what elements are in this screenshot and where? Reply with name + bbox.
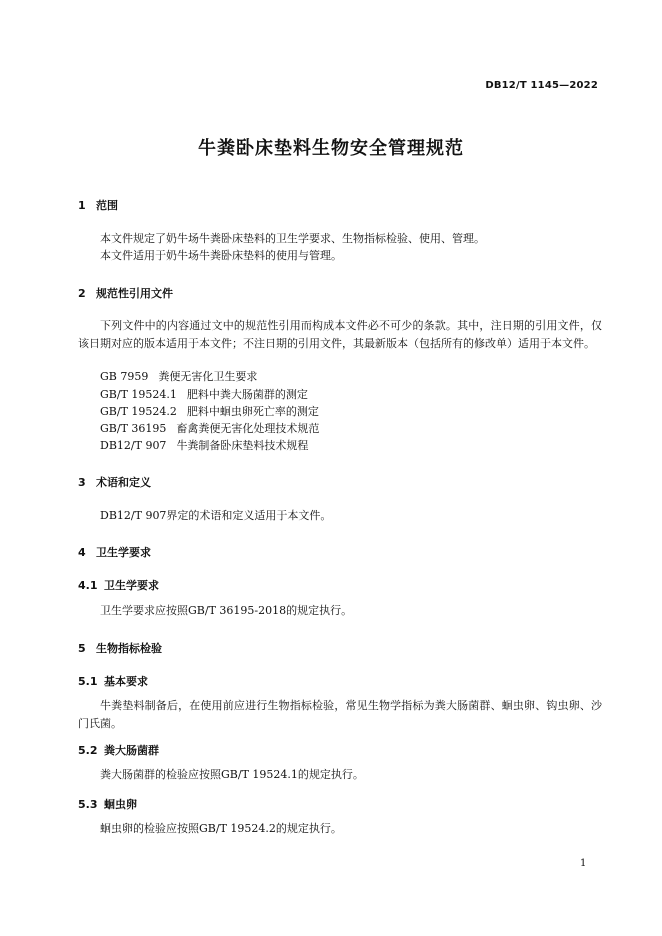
reference-item: GB/T 36195 畜禽粪便无害化处理技术规范	[100, 422, 320, 435]
section-number: 3	[78, 476, 86, 489]
section-3-paragraph: DB12/T 907界定的术语和定义适用于本文件。	[100, 509, 332, 522]
section-1-heading	[78, 197, 118, 213]
section-5-heading	[78, 640, 162, 656]
subsection-4-1-paragraph: 卫生学要求应按照GB/T 36195-2018的规定执行。	[100, 604, 353, 617]
section-title: 规范性引用文件	[96, 287, 173, 300]
subsection-title: 卫生学要求	[104, 579, 159, 592]
subsection-number: 5.3	[78, 798, 98, 811]
section-title: 范围	[96, 199, 118, 212]
subsection-number: 5.1	[78, 675, 98, 688]
subsection-title: 蛔虫卵	[104, 798, 137, 811]
reference-item: GB/T 19524.1 肥料中粪大肠菌群的测定	[100, 388, 308, 401]
document-title: 牛粪卧床垫料生物安全管理规范	[198, 138, 464, 159]
subsection-number: 5.2	[78, 744, 98, 757]
section-2-intro: 下列文件中的内容通过文中的规范性引用而构成本文件必不可少的条款。其中，注日期的引用文件，仅该日期对应的版本适用于本文件；不注日期的引用文件，其最新版本（包括所有的修改单）适用于本文件。	[78, 319, 602, 350]
reference-item: DB12/T 907 牛粪制备卧床垫料技术规程	[100, 439, 309, 452]
section-4-heading	[78, 544, 151, 560]
subsection-5-2-heading	[78, 742, 159, 758]
section-number: 5	[78, 642, 86, 655]
subsection-5-3-heading	[78, 796, 137, 812]
section-title: 卫生学要求	[96, 546, 151, 559]
subsection-number: 4.1	[78, 579, 98, 592]
section-number: 4	[78, 546, 86, 559]
reference-item: GB 7959 粪便无害化卫生要求	[100, 370, 258, 383]
section-3-heading	[78, 474, 151, 490]
section-number: 2	[78, 287, 86, 300]
section-title: 术语和定义	[96, 476, 151, 489]
standard-code: DB12/T 1145—2022	[485, 80, 598, 91]
subsection-5-1-paragraph: 牛粪垫料制备后，在使用前应进行生物指标检验，常见生物学指标为粪大肠菌群、蛔虫卵、钩虫卵、沙门氏菌。	[78, 699, 602, 730]
subsection-5-3-paragraph: 蛔虫卵的检验应按照GB/T 19524.2的规定执行。	[100, 822, 342, 835]
section-title: 生物指标检验	[96, 642, 162, 655]
section-2-heading	[78, 285, 173, 301]
subsection-4-1-heading	[78, 577, 159, 593]
subsection-title: 粪大肠菌群	[104, 744, 159, 757]
reference-item: GB/T 19524.2 肥料中蛔虫卵死亡率的测定	[100, 405, 319, 418]
section-1-paragraph-1: 本文件规定了奶牛场牛粪卧床垫料的卫生学要求、生物指标检验、使用、管理。	[100, 232, 485, 245]
section-number: 1	[78, 199, 86, 212]
subsection-5-1-heading	[78, 673, 148, 689]
page-number: 1	[580, 858, 587, 869]
subsection-title: 基本要求	[104, 675, 148, 688]
section-1-paragraph-2: 本文件适用于奶牛场牛粪卧床垫料的使用与管理。	[100, 249, 342, 262]
subsection-5-2-paragraph: 粪大肠菌群的检验应按照GB/T 19524.1的规定执行。	[100, 768, 364, 781]
